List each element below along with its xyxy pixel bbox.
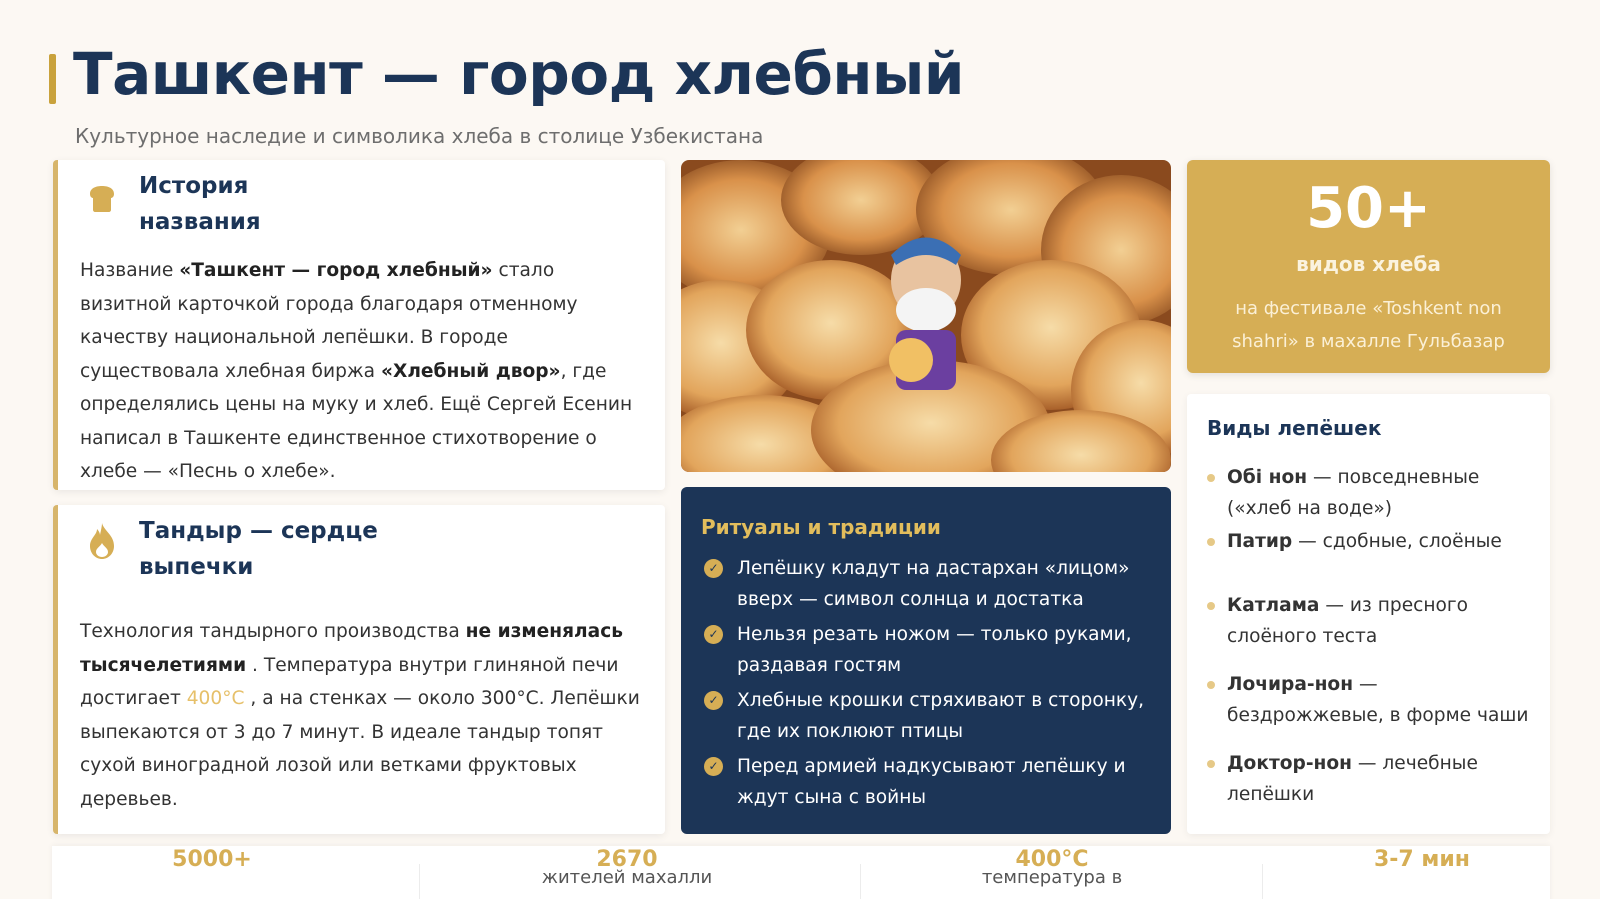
list-item: Патир — сдобные, слоёные	[1227, 526, 1540, 557]
list-item: Обі нон — повседневные («хлеб на воде»)	[1227, 462, 1540, 524]
rituals-list	[701, 553, 1155, 817]
tandyr-card	[53, 505, 665, 834]
list-item: ✓ Нельзя резать ножом — только руками, раздавая гостям	[701, 619, 1155, 681]
list-item: ✓ Лепёшку кладут на дастархан «лицом» вверх — символ солнца и достатка	[701, 553, 1155, 615]
list-item: ✓ Перед армией надкусывают лепёшку и ждут сына с войны	[701, 751, 1155, 813]
bread-types-card	[1187, 394, 1550, 834]
list-item: Катлама — из пресного слоёного теста	[1227, 590, 1540, 652]
check-icon: ✓	[704, 691, 723, 710]
bottom-stats-bar	[52, 846, 1550, 899]
stat-title: видов хлеба	[1296, 252, 1441, 276]
tandyr-heading: Тандыр — сердце выпечки	[139, 518, 378, 580]
history-card	[53, 160, 665, 490]
list-item: ✓ Хлебные крошки стряхивают в сторонку, где их поклюют птицы	[701, 685, 1155, 747]
bottom-stat: 5000+	[172, 847, 252, 872]
rituals-card	[681, 487, 1171, 834]
bullet-icon	[1207, 474, 1215, 482]
title-accent-bar	[49, 54, 56, 104]
divider	[860, 864, 861, 899]
check-icon: ✓	[704, 625, 723, 644]
divider	[419, 864, 420, 899]
stat-number: 50+	[1306, 176, 1431, 241]
stat-desc: на фестивале «Toshkent non shahri» в махалле Гульбазар	[1232, 298, 1505, 352]
fire-icon	[84, 523, 120, 559]
check-icon: ✓	[704, 559, 723, 578]
check-icon: ✓	[704, 757, 723, 776]
rituals-title: Ритуалы и традиции	[701, 515, 941, 539]
tandyr-text: Технология тандырного производства не изменялась тысячелетиями . Температура внутри глиняной печи достигает 400°C , а на стенках — около 300°C. Лепёшки выпекаются от 3 до 7 минут. В идеале тандыр топят сухой виноградной лозой или ветками фруктовых деревьев.	[80, 621, 640, 810]
history-heading: История названия	[139, 173, 261, 235]
bottom-stat: 3-7 мин	[1373, 847, 1470, 872]
bullet-icon	[1207, 602, 1215, 610]
bread-count-stat	[1187, 160, 1550, 373]
history-text: Название «Ташкент — город хлебный» стало визитной карточкой города благодаря отменному качеству национальной лепёшки. В городе существовала хлебная биржа «Хлебный двор», где определялись цены на муку и хлеб. Ещё Сергей Есенин написал в Ташкенте единственное стихотворение о хлебе — «Песнь о хлебе».	[80, 260, 633, 482]
bullet-icon	[1207, 538, 1215, 546]
bread-photo	[681, 160, 1171, 472]
bullet-icon	[1207, 760, 1215, 768]
bottom-stat: 400°C температура в	[981, 847, 1123, 888]
list-item: Доктор-нон — лечебные лепёшки	[1227, 748, 1540, 810]
types-title: Виды лепёшек	[1207, 416, 1382, 440]
bottom-stat: 2670 жителей махалли	[541, 847, 713, 888]
bread-icon	[84, 180, 120, 216]
page-title: Ташкент — город хлебный	[73, 40, 965, 108]
page-subtitle: Культурное наследие и символика хлеба в столице Узбекистана	[75, 124, 764, 148]
list-item: Лочира-нон — бездрожжевые, в форме чаши	[1227, 669, 1540, 731]
divider	[1262, 864, 1263, 899]
bullet-icon	[1207, 681, 1215, 689]
